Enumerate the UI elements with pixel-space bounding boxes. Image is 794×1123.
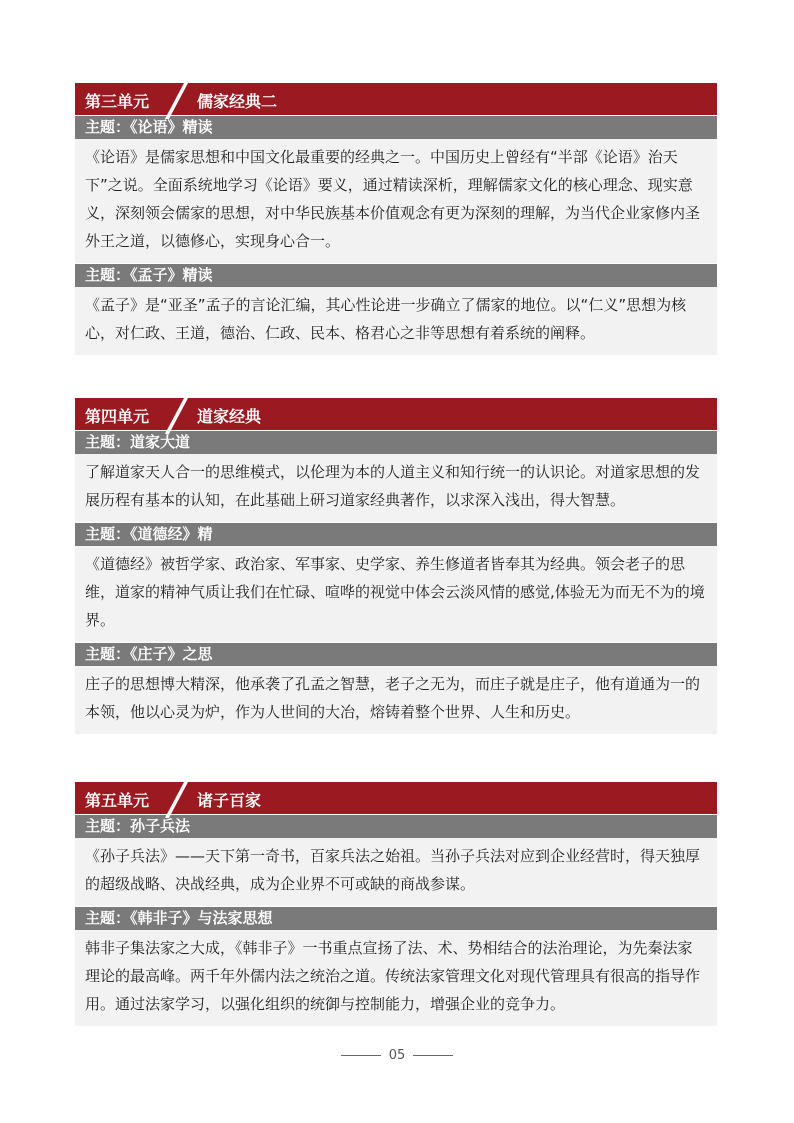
unit-header	[75, 782, 717, 814]
unit-header	[75, 83, 717, 115]
unit-title: 诸子百家	[197, 791, 262, 810]
topic-heading: 主题：《庄子》之思	[75, 642, 717, 666]
unit-title: 儒家经典二	[197, 92, 278, 111]
topic-heading: 主题：孙子兵法	[75, 814, 717, 838]
topic-body: 庄子的思想博大精深，他承袭了孔孟之智慧，老子之无为，而庄子就是庄子，他有道通为一的本领，他以心灵为炉，作为人世间的大冶，熔铸着整个世界、人生和历史。	[75, 666, 717, 734]
slash-divider	[165, 780, 189, 818]
topic-heading: 主题：道家大道	[75, 430, 717, 454]
page-number: 05	[388, 1048, 406, 1063]
unit-3	[75, 83, 717, 355]
page-footer	[0, 1048, 794, 1063]
footer-rule-left	[341, 1055, 381, 1056]
unit-title: 道家经典	[197, 407, 262, 426]
topic-body: 《孟子》是“亚圣”孟子的言论汇编，其心性论进一步确立了儒家的地位。以“仁义”思想为核心，对仁政、王道，德治、仁政、民本、格君心之非等思想有着系统的阐释。	[75, 287, 717, 355]
topic-body: 韩非子集法家之大成，《韩非子》一书重点宣扬了法、术、势相结合的法治理论，为先秦法家理论的最高峰。两千年外儒内法之统治之道。传统法家管理文化对现代管理具有很高的指导作用。通过法家学习，以强化组织的统御与控制能力，增强企业的竞争力。	[75, 930, 717, 1026]
unit-header	[75, 398, 717, 430]
unit-number: 第四单元	[85, 407, 150, 426]
topic-heading: 主题：《孟子》精读	[75, 263, 717, 287]
topic-body: 《孙子兵法》——天下第一奇书，百家兵法之始祖。当孙子兵法对应到企业经营时，得天独厚的超级战略、决战经典，成为企业界不可或缺的商战参谋。	[75, 838, 717, 906]
topic-body: 《论语》是儒家思想和中国文化最重要的经典之一。中国历史上曾经有“半部《论语》治天下”之说。全面系统地学习《论语》要义，通过精读深析，理解儒家文化的核心理念、现实意义，深刻领会儒家的思想，对中华民族基本价值观念有更为深刻的理解，为当代企业家修内圣外王之道，以德修心，实现身心合一。	[75, 139, 717, 263]
footer-rule-right	[413, 1055, 453, 1056]
topic-body: 了解道家天人合一的思维模式，以伦理为本的人道主义和知行统一的认识论。对道家思想的发展历程有基本的认知，在此基础上研习道家经典著作，以求深入浅出，得大智慧。	[75, 454, 717, 522]
topic-heading: 主题：《道德经》精	[75, 522, 717, 546]
slash-divider	[165, 81, 189, 119]
unit-number: 第五单元	[85, 791, 150, 810]
topic-heading: 主题：《论语》精读	[75, 115, 717, 139]
unit-5	[75, 782, 717, 1026]
topic-heading: 主题：《韩非子》与法家思想	[75, 906, 717, 930]
unit-number: 第三单元	[85, 92, 150, 111]
unit-4	[75, 398, 717, 734]
slash-divider	[165, 396, 189, 434]
topic-body: 《道德经》被哲学家、政治家、军事家、史学家、养生修道者皆奉其为经典。领会老子的思维，道家的精神气质让我们在忙碌、喧哗的视觉中体会云淡风情的感觉,体验无为而无不为的境界。	[75, 546, 717, 642]
